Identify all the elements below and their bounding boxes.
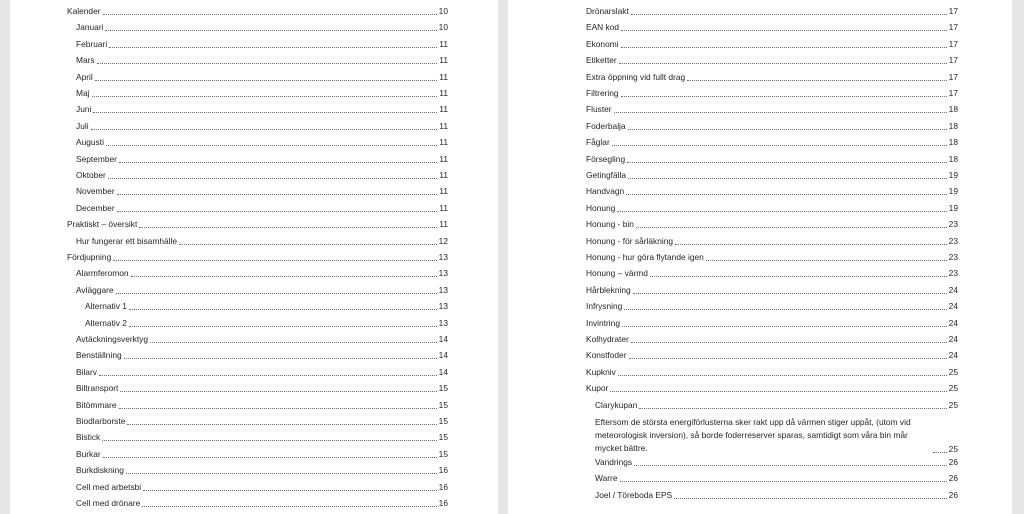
toc-dot-leader xyxy=(113,259,436,261)
toc-dot-leader xyxy=(621,46,947,48)
toc-entry-label: Warre xyxy=(595,473,618,484)
toc-entry[interactable] xyxy=(595,400,958,411)
toc-entry-label: Filtrering xyxy=(586,88,619,98)
toc-dot-leader xyxy=(129,325,437,327)
toc-entry-label: December xyxy=(76,202,115,213)
toc-entry-label: Cell med arbetsbi xyxy=(76,481,142,492)
toc-entry[interactable] xyxy=(586,268,958,279)
toc-entry[interactable] xyxy=(586,170,958,181)
toc-entry-page-number: 12 xyxy=(438,235,448,246)
toc-entry-page-number: 19 xyxy=(948,170,958,180)
toc-entry-label: Mars xyxy=(76,55,95,66)
toc-dot-leader xyxy=(91,128,438,130)
toc-entry-page-number: 24 xyxy=(948,334,958,344)
toc-entry-page-number: 14 xyxy=(438,366,448,377)
toc-dot-leader xyxy=(106,144,437,146)
toc-entry[interactable] xyxy=(586,137,958,148)
toc-entry[interactable] xyxy=(85,301,448,312)
toc-entry-label: Kolhydrater xyxy=(586,334,629,344)
toc-entry-page-number: 18 xyxy=(948,137,958,148)
toc-entry-label: Januari xyxy=(76,22,104,33)
toc-dot-leader xyxy=(622,325,947,327)
toc-entry[interactable] xyxy=(586,154,958,165)
toc-entry-label: Honung - hur göra flytande igen xyxy=(586,252,704,262)
toc-entry-page-number: 11 xyxy=(439,219,448,230)
toc-entry[interactable] xyxy=(595,416,958,455)
toc-dot-leader xyxy=(634,464,947,466)
toc-entry[interactable] xyxy=(586,334,958,345)
toc-entry[interactable] xyxy=(586,55,958,66)
toc-entry-page-number: 16 xyxy=(438,498,448,508)
toc-entry[interactable] xyxy=(76,268,448,279)
toc-dot-leader xyxy=(675,243,947,245)
toc-entry-page-number: 11 xyxy=(439,71,448,82)
toc-dot-leader xyxy=(627,161,947,163)
toc-entry-page-number: 11 xyxy=(439,137,448,148)
toc-entry-page-number: 11 xyxy=(439,120,448,131)
toc-entry[interactable] xyxy=(595,490,958,501)
toc-entry-page-number: 13 xyxy=(438,252,448,262)
toc-entry-label: Getingfälla xyxy=(586,170,627,180)
toc-entry-page-number: 18 xyxy=(948,120,958,131)
toc-entry-label: Alarmferomon xyxy=(76,268,129,279)
toc-dot-leader xyxy=(629,357,947,359)
toc-entry-label: Infrysning xyxy=(586,301,623,312)
toc-entry-label: Alternativ 2 xyxy=(85,317,127,328)
toc-entry-label: November xyxy=(76,186,115,197)
toc-entry-page-number: 25 xyxy=(948,444,958,454)
toc-entry-page-number: 13 xyxy=(438,317,448,328)
toc-entry-page-number: 23 xyxy=(948,252,958,262)
toc-entry-label: Fluster xyxy=(586,104,612,115)
toc-dot-leader xyxy=(99,374,437,376)
toc-entry-page-number: 13 xyxy=(438,284,448,295)
toc-entry[interactable] xyxy=(586,219,958,230)
toc-entry[interactable] xyxy=(586,22,958,33)
toc-entry-page-number: 11 xyxy=(439,55,448,66)
toc-entry[interactable] xyxy=(76,72,448,83)
toc-entry-page-number: 23 xyxy=(948,219,958,230)
toc-entry-label: Benställning xyxy=(76,350,122,361)
toc-entry-page-number: 11 xyxy=(439,104,448,115)
toc-entry-page-number: 18 xyxy=(948,153,958,164)
toc-entry-page-number: 11 xyxy=(439,202,448,213)
toc-dot-leader xyxy=(674,497,947,499)
toc-dot-leader xyxy=(103,456,437,458)
toc-dot-leader xyxy=(639,407,946,409)
toc-entry[interactable] xyxy=(76,367,448,378)
toc-entry-page-number: 17 xyxy=(948,38,958,49)
toc-entry-label: April xyxy=(76,71,93,82)
toc-dot-leader xyxy=(621,95,947,97)
toc-entry[interactable] xyxy=(76,465,448,476)
toc-dot-leader xyxy=(610,390,946,392)
toc-entry[interactable] xyxy=(85,318,448,329)
toc-dot-leader xyxy=(108,177,438,179)
toc-entry-label: Fåglar xyxy=(586,137,610,148)
toc-entry-label: Honung xyxy=(586,202,616,213)
toc-dot-leader xyxy=(109,46,437,48)
toc-entry[interactable] xyxy=(595,457,958,468)
toc-entry[interactable] xyxy=(76,285,448,296)
toc-dot-leader xyxy=(120,390,436,392)
toc-entry-page-number: 23 xyxy=(948,268,958,279)
toc-dot-leader xyxy=(614,111,947,113)
toc-entry-page-number: 11 xyxy=(439,88,448,98)
toc-entry-page-number: 17 xyxy=(948,6,958,16)
toc-entry[interactable] xyxy=(76,482,448,493)
toc-dot-leader xyxy=(621,29,947,31)
toc-entry[interactable] xyxy=(76,498,448,509)
toc-dot-leader xyxy=(628,177,947,179)
toc-dot-leader xyxy=(142,505,436,507)
toc-entry[interactable] xyxy=(586,6,958,17)
toc-dot-leader xyxy=(119,407,437,409)
toc-entry-page-number: 17 xyxy=(948,71,958,82)
toc-entry-label: Honung - bin xyxy=(586,219,634,230)
toc-entry[interactable] xyxy=(586,252,958,263)
toc-entry[interactable] xyxy=(67,219,448,230)
toc-dot-leader xyxy=(618,374,947,376)
toc-entry[interactable] xyxy=(76,432,448,443)
toc-entry-page-number: 19 xyxy=(948,202,958,213)
toc-entry[interactable] xyxy=(586,367,958,378)
toc-entry[interactable] xyxy=(586,72,958,83)
toc-entry-label: Etiketter xyxy=(586,55,617,66)
toc-entry-page-number: 13 xyxy=(438,268,448,279)
toc-entry[interactable] xyxy=(76,55,448,66)
toc-entry-label: Ekonomi xyxy=(586,38,619,49)
toc-dot-leader xyxy=(628,128,947,130)
toc-dot-leader xyxy=(612,144,947,146)
toc-entry[interactable] xyxy=(586,88,958,99)
toc-entry-page-number: 16 xyxy=(438,465,448,476)
document-page-right xyxy=(508,0,1012,514)
toc-entry[interactable] xyxy=(76,334,448,345)
toc-entry[interactable] xyxy=(76,121,448,132)
toc-entry-label: Extra öppning vid fullt drag xyxy=(586,71,686,82)
toc-entry-page-number: 26 xyxy=(948,457,958,467)
toc-entry[interactable] xyxy=(586,121,958,132)
toc-entry-label: Praktiskt – översikt xyxy=(67,219,138,230)
toc-entry-label: Bistick xyxy=(76,432,101,443)
toc-dot-leader xyxy=(129,308,437,310)
toc-dot-leader xyxy=(95,79,438,81)
toc-dot-leader xyxy=(631,13,947,15)
toc-entry-label: Februari xyxy=(76,38,108,49)
toc-entry-page-number: 10 xyxy=(438,22,448,33)
document-page-left xyxy=(10,0,498,514)
toc-dot-leader xyxy=(102,439,436,441)
toc-entry-label: Biodlarborste xyxy=(76,416,126,426)
toc-entry-label: Joel / Töreboda EPS xyxy=(595,489,673,500)
toc-dot-leader xyxy=(117,210,438,212)
toc-entry[interactable] xyxy=(76,170,448,181)
toc-dot-leader xyxy=(633,292,947,294)
toc-dot-leader xyxy=(650,275,947,277)
toc-dot-leader xyxy=(179,243,437,245)
toc-dot-leader xyxy=(706,259,947,261)
toc-entry-label: Cell med drönare xyxy=(76,498,141,508)
toc-entry[interactable] xyxy=(76,400,448,411)
toc-entry[interactable] xyxy=(76,383,448,394)
toc-dot-leader xyxy=(626,193,946,195)
toc-entry-label: Augusti xyxy=(76,137,104,148)
toc-dot-leader xyxy=(124,357,437,359)
toc-entry-page-number: 25 xyxy=(948,383,958,394)
toc-entry-page-number: 10 xyxy=(438,6,448,16)
toc-entry-page-number: 11 xyxy=(439,186,448,197)
toc-entry[interactable] xyxy=(76,186,448,197)
toc-entry[interactable] xyxy=(586,186,958,197)
toc-entry[interactable] xyxy=(76,22,448,33)
toc-entry-label: Kupor xyxy=(586,383,609,394)
toc-entry-page-number: 17 xyxy=(948,22,958,33)
toc-entry-page-number: 26 xyxy=(948,473,958,484)
toc-entry-label: Foderbalja xyxy=(586,120,626,131)
toc-entry-page-number: 24 xyxy=(948,317,958,328)
toc-entry[interactable] xyxy=(76,236,448,247)
toc-dot-leader xyxy=(150,341,437,343)
toc-entry-label: Honung - för sårläkning xyxy=(586,235,674,246)
toc-entry-label: Fördjupning xyxy=(67,252,112,262)
toc-entry[interactable] xyxy=(586,104,958,115)
toc-entry[interactable] xyxy=(586,203,958,214)
toc-entry-page-number: 16 xyxy=(438,481,448,492)
toc-entry-label: Avläggare xyxy=(76,284,114,295)
toc-entry-page-number: 15 xyxy=(438,448,448,459)
toc-entry[interactable] xyxy=(586,383,958,394)
toc-entry-page-number: 17 xyxy=(948,88,958,98)
toc-entry-page-number: 24 xyxy=(948,284,958,295)
toc-entry[interactable] xyxy=(586,285,958,296)
toc-dot-leader xyxy=(127,423,436,425)
toc-entry[interactable] xyxy=(76,449,448,460)
toc-entry[interactable] xyxy=(76,137,448,148)
toc-entry-page-number: 15 xyxy=(438,399,448,410)
toc-entry-label: Eftersom de största energiförlusterna sker rakt upp då värmen stiger uppåt, (utom vid meteorologisk inversion), så borde foderreserver sparas, samtidigt som våra bin mår mycket bättre. xyxy=(595,417,911,453)
toc-entry[interactable] xyxy=(586,350,958,361)
toc-entry[interactable] xyxy=(586,39,958,50)
toc-dot-leader xyxy=(139,226,437,228)
toc-dot-leader xyxy=(631,341,947,343)
toc-entry-label: Oktober xyxy=(76,170,106,180)
toc-dot-leader xyxy=(105,29,436,31)
toc-entry-label: Hårblekning xyxy=(586,284,631,295)
toc-entry-label: Alternativ 1 xyxy=(85,301,127,312)
toc-entry[interactable] xyxy=(76,154,448,165)
toc-entry[interactable] xyxy=(76,104,448,115)
toc-entry-label: Vandrings xyxy=(595,457,633,467)
toc-entry-label: Konstfoder xyxy=(586,350,627,361)
toc-entry-label: Hur fungerar ett bisamhälle xyxy=(76,235,178,246)
toc-entry[interactable] xyxy=(76,350,448,361)
toc-entry-label: Drönarslakt xyxy=(586,6,629,16)
toc-entry-page-number: 15 xyxy=(438,432,448,443)
toc-entry-page-number: 13 xyxy=(438,301,448,312)
toc-entry[interactable] xyxy=(595,473,958,484)
toc-entry-label: Bitömmare xyxy=(76,399,117,410)
toc-entry-page-number: 15 xyxy=(438,416,448,426)
toc-dot-leader xyxy=(117,193,438,195)
toc-entry[interactable] xyxy=(586,318,958,329)
toc-dot-leader xyxy=(143,489,437,491)
toc-dot-leader xyxy=(617,210,946,212)
toc-entry-page-number: 24 xyxy=(948,350,958,361)
toc-dot-leader xyxy=(619,62,947,64)
toc-entry[interactable] xyxy=(76,203,448,214)
toc-entry[interactable] xyxy=(67,6,448,17)
toc-entry-page-number: 11 xyxy=(439,38,448,49)
toc-entry-label: Kalender xyxy=(67,6,101,16)
toc-entry-page-number: 11 xyxy=(439,170,448,180)
toc-dot-leader xyxy=(92,95,438,97)
toc-entry-label: Clarykupan xyxy=(595,399,638,410)
toc-dot-leader xyxy=(97,62,438,64)
toc-entry[interactable] xyxy=(76,88,448,99)
toc-entry-label: Biltransport xyxy=(76,383,119,394)
toc-dot-leader xyxy=(103,13,437,15)
toc-dot-leader xyxy=(636,226,947,228)
toc-entry-page-number: 17 xyxy=(948,55,958,66)
toc-entry-page-number: 11 xyxy=(439,153,448,164)
toc-entry[interactable] xyxy=(67,252,448,263)
toc-entry-label: Försegling xyxy=(586,153,626,164)
toc-entry-label: Handvagn xyxy=(586,186,625,197)
toc-entry-label: Juni xyxy=(76,104,92,115)
toc-dot-leader xyxy=(687,79,947,81)
toc-entry[interactable] xyxy=(586,236,958,247)
toc-entry-page-number: 25 xyxy=(948,366,958,377)
toc-entry-label: Avtäckningsverktyg xyxy=(76,334,148,344)
toc-dot-leader xyxy=(126,472,437,474)
toc-dot-leader xyxy=(131,275,437,277)
toc-entry-page-number: 25 xyxy=(948,399,958,410)
toc-entry[interactable] xyxy=(76,416,448,427)
toc-dot-leader xyxy=(119,161,437,163)
toc-entry-label: September xyxy=(76,153,117,164)
toc-entry-page-number: 23 xyxy=(948,235,958,246)
toc-entry-label: Maj xyxy=(76,88,90,98)
toc-entry-page-number: 18 xyxy=(948,104,958,115)
toc-entry[interactable] xyxy=(586,301,958,312)
toc-entry-page-number: 15 xyxy=(438,383,448,394)
toc-entry-label: Kupkniv xyxy=(586,366,616,377)
toc-dot-leader xyxy=(620,480,947,482)
toc-dot-leader xyxy=(624,308,946,310)
toc-dot-leader xyxy=(116,292,437,294)
toc-entry-label: Burkar xyxy=(76,448,101,459)
toc-dot-leader xyxy=(933,451,947,453)
toc-entry-page-number: 14 xyxy=(438,334,448,344)
toc-entry-page-number: 14 xyxy=(438,350,448,361)
toc-entry-page-number: 24 xyxy=(948,301,958,312)
toc-entry-label: Honung – värmd xyxy=(586,268,648,279)
toc-entry-page-number: 26 xyxy=(948,489,958,500)
toc-entry-label: EAN kod xyxy=(586,22,620,33)
toc-entry[interactable] xyxy=(76,39,448,50)
toc-entry-label: Bilarv xyxy=(76,366,97,377)
toc-dot-leader xyxy=(93,111,437,113)
toc-entry-label: Juli xyxy=(76,120,89,131)
toc-entry-page-number: 19 xyxy=(948,186,958,197)
toc-entry-label: Burkdiskning xyxy=(76,465,124,476)
toc-entry-label: Invintring xyxy=(586,317,620,328)
